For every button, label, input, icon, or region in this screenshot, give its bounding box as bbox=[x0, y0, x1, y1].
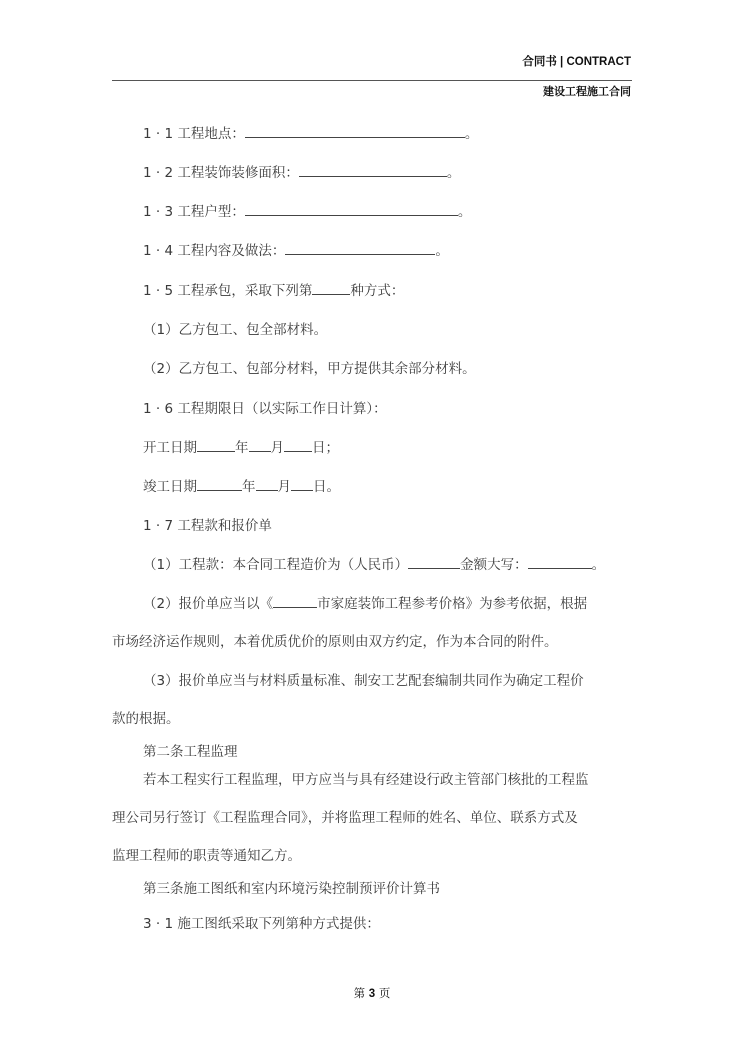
clause-text: 日。 bbox=[313, 479, 340, 495]
clause-text: 日； bbox=[312, 440, 339, 456]
fill-blank bbox=[197, 476, 242, 491]
clause-text: 年 bbox=[235, 440, 249, 456]
clause-text: 1 · 2 工程装饰装修面积： bbox=[143, 165, 299, 181]
page-number bbox=[0, 985, 744, 1001]
clause-1-6: 1 · 6 工程期限日（以实际工作日计算）： bbox=[143, 401, 387, 417]
fill-blank bbox=[245, 123, 465, 138]
clause-text: 月 bbox=[277, 479, 291, 495]
fill-blank bbox=[284, 437, 312, 452]
header-divider bbox=[112, 80, 632, 81]
payment-item-2-cont: 市场经济运作规则，本着优质优价的原则由双方约定，作为本合同的附件。 bbox=[112, 634, 558, 650]
clause-text: 1 · 4 工程内容及做法： bbox=[143, 243, 286, 259]
clause-text: 开工日期 bbox=[143, 440, 197, 456]
start-date bbox=[143, 436, 339, 456]
article-2-body-cont: 理公司另行签订《工程监理合同》，并将监理工程师的姓名、单位、联系方式及 bbox=[112, 810, 578, 826]
clause-1-7: 1 · 7 工程款和报价单 bbox=[143, 518, 272, 534]
clause-text: 月 bbox=[270, 440, 284, 456]
clause-3-1: 3 · 1 施工图纸采取下列第种方式提供： bbox=[143, 916, 380, 932]
clause-1-1 bbox=[143, 122, 478, 142]
page-prefix: 第 bbox=[353, 986, 366, 1000]
header-title: 合同书 | CONTRACT bbox=[522, 56, 631, 68]
clause-text: 。 bbox=[464, 126, 479, 142]
clause-text: 。 bbox=[435, 243, 449, 259]
clause-1-5 bbox=[143, 279, 404, 299]
option-1: （1）乙方包工、包全部材料。 bbox=[143, 322, 328, 338]
fill-blank bbox=[256, 476, 278, 491]
clause-text: （2）报价单应当以《 bbox=[143, 596, 274, 612]
payment-item-1 bbox=[143, 553, 605, 573]
clause-text: 。 bbox=[591, 557, 606, 573]
article-2-body: 若本工程实行工程监理，甲方应当与具有经建设行政主管部门核批的工程监 bbox=[143, 772, 589, 788]
page-num: 3 bbox=[368, 988, 376, 1000]
article-2-heading: 第二条工程监理 bbox=[143, 744, 238, 760]
clause-text: 种方式： bbox=[350, 283, 405, 299]
clause-text: 1 · 5 工程承包，采取下列第 bbox=[143, 283, 313, 299]
clause-1-2 bbox=[143, 161, 460, 181]
fill-blank bbox=[299, 162, 447, 177]
fill-blank bbox=[245, 201, 458, 216]
payment-item-3: （3）报价单应当与材料质量标准、制安工艺配套编制共同作为确定工程价 bbox=[143, 673, 584, 689]
fill-blank bbox=[285, 240, 435, 255]
fill-blank bbox=[291, 476, 313, 491]
option-2: （2）乙方包工、包部分材料，甲方提供其余部分材料。 bbox=[143, 361, 476, 377]
fill-blank bbox=[312, 280, 350, 295]
end-date bbox=[143, 475, 340, 495]
clause-text: 竣工日期 bbox=[143, 479, 197, 495]
fill-blank bbox=[249, 437, 271, 452]
header-subtitle: 建设工程施工合同 bbox=[543, 85, 631, 98]
fill-blank bbox=[528, 554, 592, 569]
article-3-heading: 第三条施工图纸和室内环境污染控制预评价计算书 bbox=[143, 881, 440, 897]
payment-item-2 bbox=[143, 592, 587, 612]
payment-item-3-cont: 款的根据。 bbox=[112, 711, 180, 727]
page-suffix: 页 bbox=[378, 986, 391, 1000]
clause-1-4 bbox=[143, 239, 449, 259]
fill-blank bbox=[408, 554, 460, 569]
fill-blank bbox=[197, 437, 235, 452]
clause-text: 年 bbox=[242, 479, 256, 495]
clause-text: 。 bbox=[457, 204, 472, 220]
fill-blank bbox=[273, 593, 317, 608]
clause-text: 1 · 1 工程地点： bbox=[143, 126, 245, 142]
clause-text: 市家庭装饰工程参考价格》为参考依据，根据 bbox=[317, 596, 588, 612]
clause-text: 金额大写： bbox=[460, 557, 528, 573]
clause-text: 。 bbox=[446, 165, 461, 181]
clause-text: （1）工程款：本合同工程造价为（人民币） bbox=[143, 557, 409, 573]
clause-text: 1 · 3 工程户型： bbox=[143, 204, 245, 220]
clause-1-3 bbox=[143, 200, 471, 220]
article-2-body-cont: 监理工程师的职责等通知乙方。 bbox=[112, 848, 301, 864]
